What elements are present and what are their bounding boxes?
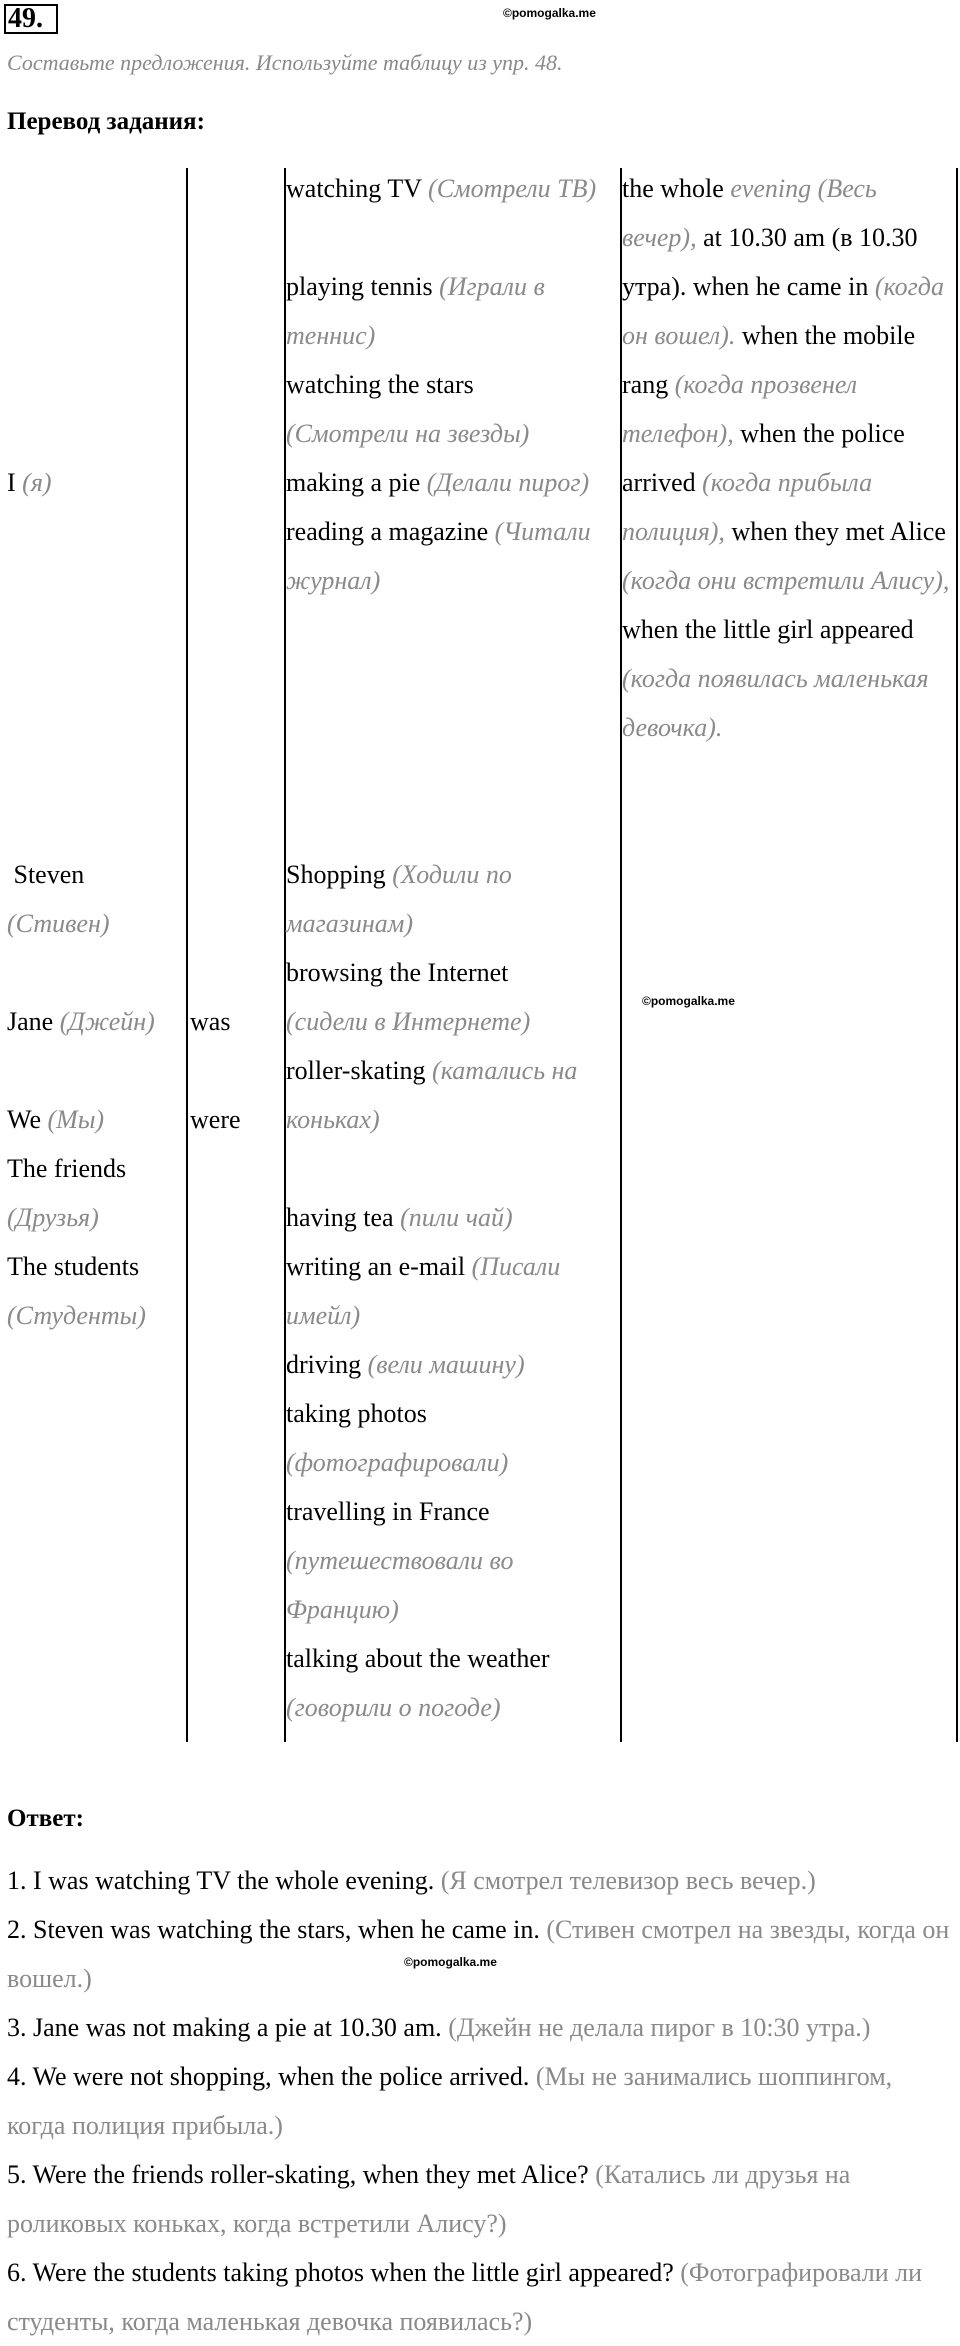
- answer-item-4: 4. We were not shopping, when the police arrived. (Мы не занимались шоппингом, когда полиция прибыла.): [7, 2062, 893, 2140]
- answer-item-1: 1. I was watching TV the whole evening. (Я смотрел телевизор весь вечер.): [7, 1866, 816, 1895]
- verb-was: was: [190, 1007, 231, 1036]
- time-expressions: the whole evening (Весь вечер), at 10.30 am (в 10.30 утра). when he came in (когда он вошел). when the mobile rang (когда прозвенел телефон), when the police arrived (когда прибыла полиция), when they met Alice (когда они встретили Алису), when the little girl appeared (когда появилась маленькая девочка).: [622, 174, 950, 742]
- activity-making-pie: making a pie (Делали пирог): [286, 468, 590, 497]
- activity-driving: driving (вели машину): [286, 1350, 525, 1379]
- translation-heading: Перевод задания:: [7, 108, 205, 135]
- watermark-3: ©pomogalka.me: [404, 1955, 497, 1969]
- subject-friends: The friends (Друзья): [7, 1154, 127, 1232]
- activity-playing-tennis: playing tennis (Играли в теннис): [286, 272, 545, 350]
- verb-were: were: [190, 1105, 241, 1134]
- answer-item-6: 6. Were the students taking photos when the little girl appeared? (Фотографировали ли студенты, когда маленькая девочка появилась?): [7, 2258, 923, 2336]
- answer-item-2: 2. Steven was watching the stars, when he came in. (Стивен смотрел на звезды, когда он вошел.): [7, 1915, 950, 1993]
- subject-students: The students (Студенты): [7, 1252, 146, 1330]
- activity-roller-skating: roller-skating (катались на коньках): [286, 1056, 578, 1134]
- activity-taking-photos: taking photos (фотографировали): [286, 1399, 509, 1477]
- subject-we: We (Мы): [7, 1105, 105, 1134]
- activity-reading-magazine: reading a magazine (Читали журнал): [286, 517, 591, 595]
- activity-talking-weather: talking about the weather (говорили о погоде): [286, 1644, 550, 1722]
- subject-steven: Steven (Стивен): [7, 860, 110, 938]
- watermark-2: ©pomogalka.me: [642, 994, 735, 1008]
- answer-heading: Ответ:: [7, 1805, 84, 1832]
- table-divider-4: [956, 168, 958, 1742]
- answer-item-5: 5. Were the friends roller-skating, when they met Alice? (Катались ли друзья на роликовых коньках, когда встретили Алису?): [7, 2160, 851, 2238]
- answer-item-3: 3. Jane was not making a pie at 10.30 am. (Джейн не делала пирог в 10:30 утра.): [7, 2013, 871, 2042]
- exercise-number: 49.: [4, 4, 58, 34]
- activity-shopping: Shopping (Ходили по магазинам): [286, 860, 512, 938]
- activity-browsing: browsing the Internet (сидели в Интернете): [286, 958, 531, 1036]
- activity-writing-email: writing an e-mail (Писали имейл): [286, 1252, 561, 1330]
- instruction: Составьте предложения. Используйте таблицу из упр. 48.: [7, 50, 563, 75]
- activity-having-tea: having tea (пили чай): [286, 1203, 513, 1232]
- activity-travelling: travelling in France (путешествовали во Францию): [286, 1497, 514, 1624]
- table-divider-1: [186, 168, 188, 1742]
- watermark: ©pomogalka.me: [503, 6, 596, 20]
- subject-jane: Jane (Джейн): [7, 1007, 155, 1036]
- activity-watching-stars: watching the stars (Смотрели на звезды): [286, 370, 530, 448]
- activity-watching-tv: watching TV (Смотрели ТВ): [286, 174, 597, 203]
- subject-i: I (я): [7, 468, 52, 497]
